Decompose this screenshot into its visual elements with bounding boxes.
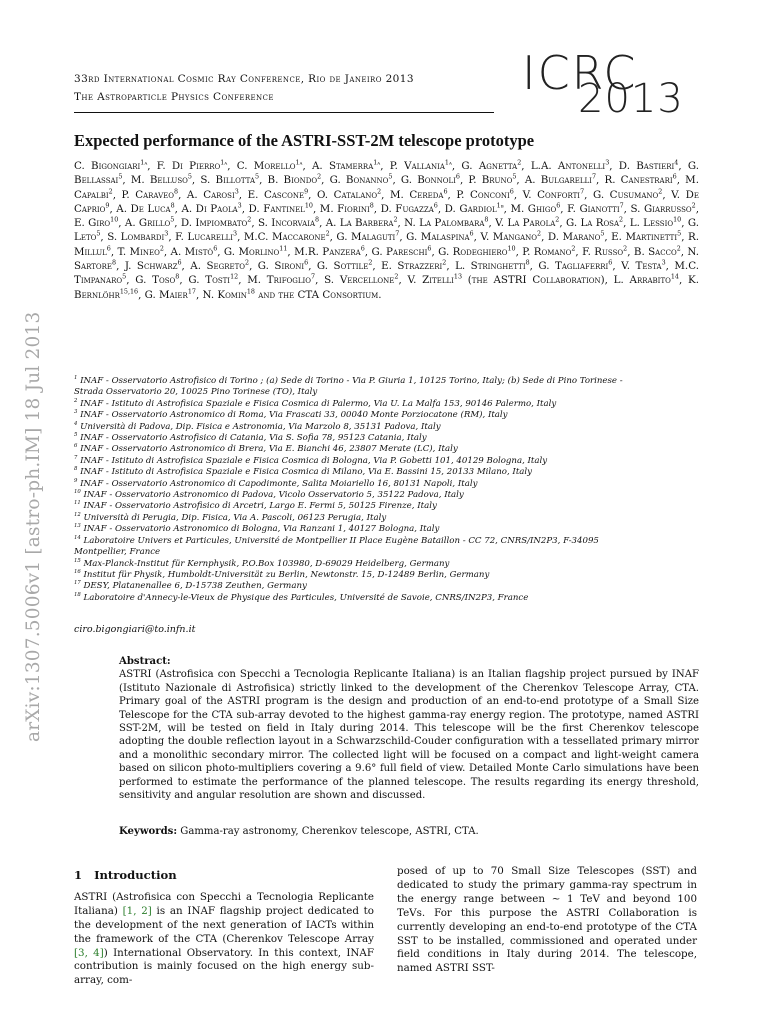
intro-paragraph-right: posed of up to 70 Small Size Telescopes (SST) and dedicated to study the primary gamma-ray spectrum in the energy range between ∼ 1 TeV and beyond 100 TeVs. For this purpose the ASTRI Collaboration is currently developing an end-to-end prototype of the CTA SST to be installed, commissioned and operated under field conditions in Italy during 2014. The telescope, named ASTRI SST- — [397, 865, 697, 975]
body-column-right — [397, 865, 697, 976]
affiliation-line: $^2$ INAF - Istituto di Astrofisica Spaziale e Fisica Cosmica di Palermo, Via U. La Malfa 153, 90146 Palermo, Italy — [74, 397, 557, 409]
logo-text: ICRC — [522, 46, 638, 100]
affiliation-line: $^6$ INAF - Osservatorio Astronomico di Brera, Via E. Bianchi 46, 23807 Merate (LC), Italy — [74, 443, 458, 455]
contact-email[interactable]: ciro.bigongiari@to.infn.it — [74, 624, 196, 635]
body-column-left — [74, 869, 374, 988]
affiliation-line: $^3$ INAF - Osservatorio Astronomico di Roma, Via Frascati 33, 00040 Monte Porziocatone (RM), Italy — [74, 409, 508, 421]
conference-subtitle: The Astroparticle Physics Conference — [74, 91, 274, 103]
section-heading — [74, 869, 374, 883]
affiliation-line: Strada Osservatorio 20, 10025 Pino Torinese (TO), Italy — [74, 387, 318, 398]
paper-title: Expected performance of the ASTRI-SST-2M telescope prototype — [74, 131, 535, 150]
affiliation-list — [74, 376, 699, 604]
affiliation-line: $^{18}$ Laboratoire d'Annecy-le-Vieux de Physique des Particules, Université de Savoie, CNRS/IN2P3, France — [74, 591, 529, 603]
header-rule — [74, 112, 494, 113]
affiliation-line: $^{11}$ INAF - Osservatorio Astrofisico di Arcetri, Largo E. Fermi 5, 50125 Firenze, Italy — [74, 500, 437, 512]
keywords-text: Gamma-ray astronomy, Cherenkov telescope, ASTRI, CTA. — [180, 826, 479, 837]
affiliation-line: $^{14}$ Laboratoire Univers et Particules, Université de Montpellier II Place Eugène Bataillon - CC 72, CNRS/IN2P3, F-34095 — [74, 534, 599, 546]
affiliation-line: $^5$ INAF - Osservatorio Astrofisico di Catania, Via S. Sofia 78, 95123 Catania, Italy — [74, 432, 427, 444]
affiliation-line: $^4$ Università di Padova, Dip. Fisica e Astronomia, Via Marzolo 8, 35131 Padova, Italy — [74, 420, 441, 432]
conference-name: 33rd International Cosmic Ray Conference, Rio de Janeiro 2013 — [74, 73, 414, 85]
keywords — [119, 826, 699, 837]
affiliation-line: $^{12}$ Università di Perugia, Dip. Fisica, Via A. Pascoli, 06123 Perugia, Italy — [74, 512, 387, 523]
affiliation-line: $^8$ INAF - Istituto di Astrofisica Spaziale e Fisica Cosmica di Milano, Via E. Bassini 15, 20133 Milano, Italy — [74, 466, 533, 478]
section-title: Introduction — [94, 868, 177, 882]
affiliation-line: $^{16}$ Institut für Physik, Humboldt-Universität zu Berlin, Newtonstr. 15, D-12489 Berlin, Germany — [74, 569, 490, 580]
affiliation-line: $^{15}$ Max-Planck-Institut für Kernphysik, P.O.Box 103980, D-69029 Heidelberg, Germany — [74, 557, 450, 569]
abstract-heading: Abstract: — [119, 656, 171, 667]
affiliation-line: $^9$ INAF - Osservatorio Astronomico di Capodimonte, Salita Moiariello 16, 80131 Napoli, Italy — [74, 477, 478, 489]
icrc-logo — [522, 46, 702, 124]
section-number: 1 — [74, 868, 83, 882]
author-list: C. Bigongiari$^{1a}$, F. Di Pierro$^{1a}$, C. Morello$^{1a}$, A. Stamerra$^{1a}$, P. Vallania$^{1a}$, G. Agnetta$^2$, L.A. Antonelli$^3$, D. Bastieri$^4$, G. Bellassai$^5$, M. Belluso$^5$, S. Billotta$^5$, B. Biondo$^2$, G. Bonanno$^5$, G. Bonnoli$^6$, P. Bruno$^5$, A. Bulgarelli$^7$, R. Canestrari$^6$, M. Capalbi$^2$, P. Caraveo$^8$, A. Carosi$^3$, E. Cascone$^9$, O. Catalano$^2$, M. Cereda$^6$, P. Conconi$^6$, V. Conforti$^7$, G. Cusumano$^2$, V. De Caprio$^9$, A. De Luca$^8$, A. Di Paola$^3$, D. Fantinel$^{10}$, M. Fiorini$^8$, D. Fugazza$^6$, D. Gardiol$^{1b}$, M. Ghigo$^6$, F. Gianotti$^7$, S. Giarrusso$^2$, E. Giro$^{10}$, A. Grillo$^5$, D. Impiombato$^2$, S. Incorvaia$^8$, A. La Barbera$^2$, N. La Palombara$^8$, V. La Parola$^2$, G. La Rosa$^2$, L. Lessio$^{10}$, G. Leto$^5$, S. Lombardi$^3$, F. Lucarelli$^3$, M.C. Maccarone$^2$, G. Malaguti$^7$, G. Malaspina$^6$, V. Mangano$^2$, D. Marano$^5$, E. Martinetti$^5$, R. Millul$^6$, T. Mineo$^2$, A. Mistò$^6$, G. Morlino$^{11}$, M.R. Panzera$^6$, G. Pareschi$^6$, G. Rodeghiero$^{10}$, P. Romano$^2$, F. Russo$^2$, B. Sacco$^2$, N. Sartore$^8$, J. Schwarz$^6$, A. Segreto$^2$, G. Sironi$^6$, G. Sottile$^2$, E. Strazzeri$^2$, L. Stringhetti$^8$, G. Tagliaferri$^6$, V. Testa$^3$, M.C. Timpanaro$^5$, G. Toso$^8$, G. Tosti$^{12}$, M. Trifoglio$^7$, S. Vercellone$^2$, V. Zitelli$^{13}$ (the ASTRI Collaboration), L. Arrabito$^{14}$, K. Bernlöhr$^{15,16}$, G. Maier$^{17}$, N. Komin$^{18}$ and the CTA Consortium. — [74, 158, 700, 301]
affiliation-line: $^{17}$ DESY, Platanenallee 6, D-15738 Zeuthen, Germany — [74, 580, 307, 592]
keywords-heading: Keywords: — [119, 826, 178, 837]
conference-header — [74, 70, 414, 106]
abstract-text: ASTRI (Astrofisica con Specchi a Tecnologia Replicante Italiana) is an Italian flagship project pursued by INAF (Istituto Nazionale di Astrofisica) strictly linked to the development of the Cherenkov Telescope Array, CTA. Primary goal of the ASTRI program is the design and production of an end-to-end prototype of a Small Size Telescope for the CTA sub-array devoted to the highest gamma-ray energy region. The prototype, named ASTRI SST-2M, will be tested on field in Italy during 2014. This telescope will be the first Cherenkov telescope adopting the double reflection layout in a Schwarzschild-Couder configuration with a tessellated primary mirror and a monolithic secondary mirror. The collected light will be focused on a compact and light-weight camera based on silicon photo-multipliers covering a 9.6° full field of view. Detailed Monte Carlo simulations have been performed to estimate the performance of the planned telescope. The results regarding its energy threshold, sensitivity and angular resolution are shown and discussed. — [119, 669, 699, 802]
affiliation-line: Montpellier, France — [74, 547, 161, 558]
affiliation-line: $^1$ INAF - Osservatorio Astrofisico di Torino ; (a) Sede di Torino - Via P. Giuria 1, 10125 Torino, Italy; (b) Sede di Pino Torinese - — [74, 375, 623, 386]
logo-year: 2013 — [578, 76, 684, 122]
intro-paragraph-left: ASTRI (Astrofisica con Specchi a Tecnologia Replicante Italiana) [1, 2] is an INAF flagship project dedicated to the development of the next generation of IACTs within the framework of the CTA (Cherenkov Telescope Array [3, 4]) International Observatory. In this context, INAF contribution is mainly focused on the high energy sub-array, com- — [74, 890, 375, 987]
affiliation-line: $^7$ INAF - Istituto di Astrofisica Spaziale e Fisica Cosmica di Bologna, Via P. Gobetti 101, 40129 Bologna, Italy — [74, 454, 548, 466]
affiliation-line: $^{10}$ INAF - Osservatorio Astronomico di Padova, Vicolo Osservatorio 5, 35122 Padova, Italy — [74, 489, 464, 501]
abstract — [119, 655, 699, 802]
affiliation-line: $^{13}$ INAF - Osservatorio Astronomico di Bologna, Via Ranzani 1, 40127 Bologna, Italy — [74, 523, 440, 535]
arxiv-stamp: arXiv:1307.5006v1 [astro-ph.IM] 18 Jul 2013 — [23, 311, 44, 742]
